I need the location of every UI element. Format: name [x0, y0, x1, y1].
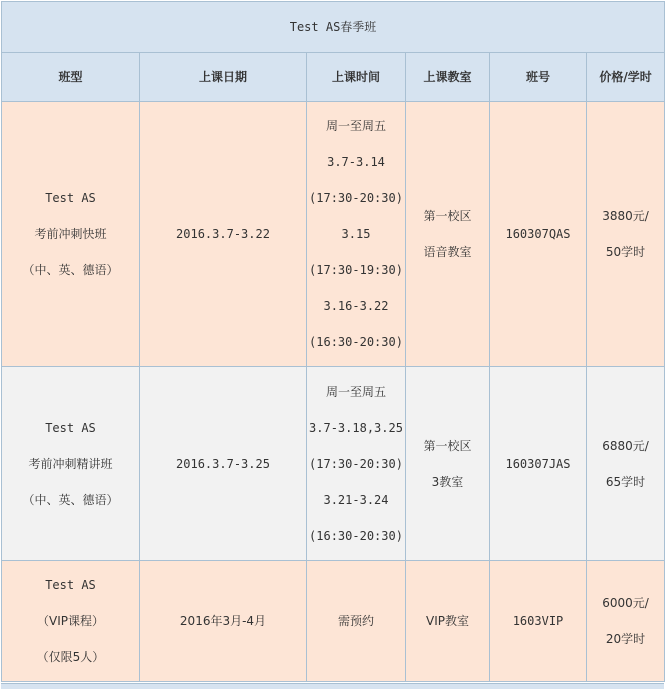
time-line: (17:30-20:30) [309, 191, 403, 205]
class-type-line: （VIP课程） [37, 614, 104, 628]
price-cell [587, 102, 665, 367]
classroom-cell [406, 561, 490, 682]
classroom-cell [406, 102, 490, 367]
header-price: 价格/学时 [587, 53, 665, 102]
table-row [2, 561, 665, 682]
time-cell [307, 102, 406, 367]
class-type-line: Test AS [45, 578, 96, 592]
price-line: 20学时 [605, 632, 646, 646]
header-time: 上课时间 [307, 53, 406, 102]
time-line: 需预约 [337, 614, 374, 628]
class-type-cell [2, 561, 140, 682]
class-number-cell: 160307JAS [490, 367, 587, 561]
classroom-line: 第一校区 [423, 209, 472, 223]
class-type-cell [2, 367, 140, 561]
time-line: (17:30-19:30) [309, 263, 403, 277]
price-line: 50学时 [605, 245, 646, 259]
class-type-line: （仅限5人） [36, 650, 105, 664]
classroom-cell [406, 367, 490, 561]
date-cell: 2016.3.7-3.25 [140, 367, 307, 561]
date-cell: 2016年3月-4月 [140, 561, 307, 682]
class-number-cell: 1603VIP [490, 561, 587, 682]
class-type-line: Test AS [45, 420, 96, 435]
header-class-type: 班型 [2, 53, 140, 102]
price-cell [587, 367, 665, 561]
table-row [2, 367, 665, 561]
classroom-line: VIP教室 [426, 614, 469, 628]
class-type-line: 考前冲刺快班 [34, 227, 107, 241]
price-line: 6880元/ [602, 438, 649, 453]
header-class-number: 班号 [490, 53, 587, 102]
header-classroom: 上课教室 [406, 53, 490, 102]
class-type-line: （中、英、德语） [22, 263, 119, 277]
time-line: 3.7-3.14 [327, 155, 385, 169]
time-line: 周一至周五 [325, 384, 386, 399]
header-row [2, 53, 665, 102]
class-type-line: 考前冲刺精讲班 [28, 456, 113, 471]
classroom-line: 语音教室 [423, 245, 472, 259]
time-cell [307, 561, 406, 682]
table-bottom-strip [1, 683, 664, 689]
date-cell: 2016.3.7-3.22 [140, 102, 307, 367]
class-type-line: Test AS [45, 191, 96, 205]
time-line: (16:30-20:30) [309, 528, 403, 543]
price-line: 65学时 [605, 474, 646, 489]
price-line: 3880元/ [602, 209, 649, 223]
price-cell [587, 561, 665, 682]
time-line: (16:30-20:30) [309, 335, 403, 349]
classroom-line: 第一校区 [423, 438, 472, 453]
header-date: 上课日期 [140, 53, 307, 102]
class-type-cell [2, 102, 140, 367]
schedule-table [1, 1, 665, 682]
price-line: 6000元/ [602, 596, 649, 610]
class-type-line: （中、英、德语） [22, 492, 119, 507]
table-title: Test AS春季班 [2, 2, 665, 53]
title-row [2, 2, 665, 53]
time-cell [307, 367, 406, 561]
classroom-line: 3教室 [431, 474, 464, 489]
time-line: 3.15 [341, 227, 371, 241]
table-row [2, 102, 665, 367]
class-number-cell: 160307QAS [490, 102, 587, 367]
time-line: 周一至周五 [325, 119, 386, 133]
time-line: (17:30-20:30) [309, 456, 403, 471]
time-line: 3.21-3.24 [323, 492, 389, 507]
time-line: 3.7-3.18,3.25 [309, 420, 403, 435]
time-line: 3.16-3.22 [323, 299, 389, 313]
